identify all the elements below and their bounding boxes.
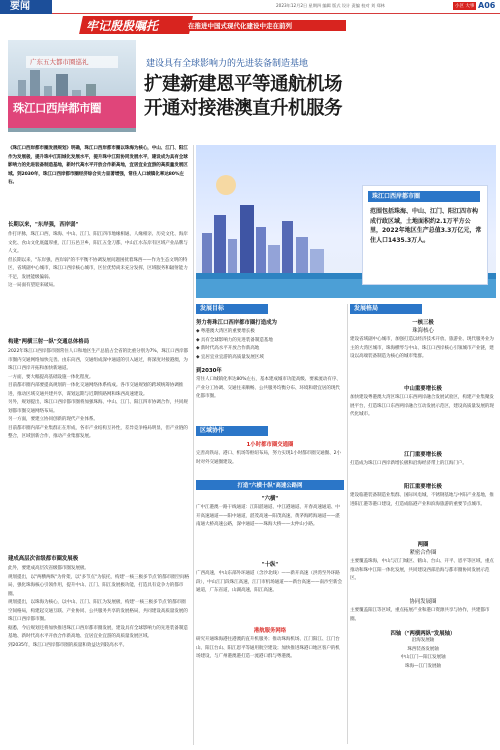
layout-p1-sub: 中山重要增长极 xyxy=(404,386,442,392)
para-pole: 此外，要建成高层次省级都市圈发展极。 规划提出，以"两横两纵"为骨架，以"多节点"为依托，构建'一核三极多节点'的都市圈空间格局，强化珠海核心引领作用，提升中山、江门、阳江发展极功能，打造具有竞争力的都市圈。 规划提出，以珠海为核心，以中山、江门、阳江为发展极，构建'一核三极多节点'的都市圈空间格局，构建起交通互联、产业协同、公共服务共享的发展格局，共同建设高质量发展的珠江口西岸都市圈。 据悉，今后规划还将加快推进珠江口西岸都市圈发展，建设具有全球影响力的先进装备制造基地、新时代高水平开放合作新高地、宜居宜业宜游的高质量发展区域。 到2035年，珠江口西岸都市圈的质量和效益达到较高水平。 xyxy=(8,566,190,648)
factbox-title: 珠江口西岸都市圈 xyxy=(368,191,480,202)
para-traffic: 2022年珠江口西岸都市圈常住人口和地区生产总值占全省的比重分别为7%，珠江口西岸都市圈内交通网络加快完善。由东向西，交通组成深中通道的引入通过，将深度对接港澳，为珠江口西岸开拓和加快新通道。 一方面，要大幅提高基础设施一体化程度。 目前都市圈内部要提高规划的一体化交通网络体系构成。各市交通规划的跨域统筹协调推进，推动区域交通共建共享，谋划远期与近期铁路网和珠西高速建设。 另外，规划提出，珠江口西岸都市圈将加强珠海、中山、江门、阳江四市协调合作，共同规划都市圈交通网络布局。 另一方面，要建立协同创新的现代产业体系。 目前都市圈内部产业集群正在形成，各市产业结构互补性，差异竞争格局明显，但产业链的整合，区域创新合作，推动产业集群发展。 xyxy=(8,349,189,439)
layout-p3-sub: 阳江重要增长极 xyxy=(404,484,442,490)
goal-bullet-text: 粤港澳大湾区的重要增长极 xyxy=(200,329,255,334)
banner-title: 牢记殷殷嘱托 xyxy=(86,19,159,33)
traffic-h6: "六横" xyxy=(261,496,279,502)
heading-long-term: 长期以来，"东岸强，西岸弱" xyxy=(8,222,79,228)
goal-bullet: ◆ 新时代高水平开放合作新高地 xyxy=(196,346,260,351)
hero xyxy=(0,40,500,135)
layout-coop-sub: 协同发展圈 xyxy=(409,599,437,605)
infographic-top xyxy=(196,145,496,298)
heading-traffic: 构建"两横三射一纵"交通总体格局 xyxy=(8,339,90,345)
goal-bullet-text: 具有全球影响力的先进装备制造基地 xyxy=(200,337,273,343)
hero-title-1: 扩建新建恩平等通航机场 xyxy=(144,74,343,95)
axis-item: 中山江门—阳江发展轴 xyxy=(400,655,446,660)
factbox-text: 范围包括珠海、中山、江门、阳江四市构成行政区域，土地面积约2.1万平方公里，2022年地区生产总值3.3万亿元，常住人口1435.3万人。 xyxy=(370,208,482,244)
layout-p2-sub: 江门重要增长极 xyxy=(404,452,442,458)
layout-coop-text: 主要覆盖阳江等区域，重点拓展产业和港口资源共享与协作，共建都市圈。 xyxy=(350,608,490,622)
axis-item: 沿海发展轴 xyxy=(411,638,435,643)
page-number: A06 xyxy=(478,1,496,10)
traffic-h6-text: 广中江港澳一路干线通道：江阳湛通道、中江港通道、开春高速通道、中开高速通道——阳中通道，湛茂高速—阳茂高速，黄茅海跨海通道——湛南通大桥高速公路，深中通道——珠海大桥——太仲山小路。 xyxy=(196,505,340,527)
traffic-ports-text: 研究开通珠海港往港澳的直升机服务；推动珠海机场、江门阳江、江门台山、阳江台山、阳江恩平等通用航空建设；加快推进珠港口地区客户的机场建设，与广州港澳港打造一流港口群与粤港澳。 xyxy=(196,637,340,659)
page-header xyxy=(0,0,500,14)
column-divider xyxy=(347,304,348,744)
lead-paragraph: 《珠江口西岸都市圈发展规划》明确，珠江口西岸都市圈以珠海为核心，中山、江门、阳江作为发展极，提升珠中江阳城化发展水平，提升珠中江阳协同发展水平，建设成为具有全球影响力的先进装备制造基地，新时代高水平开放合作新高地，宜居宜业宜游的高质量发展区域。到2030年，珠江口西岸都市圈经济综合实力显著增强，常住人口城镇化率达80%左右。 xyxy=(8,146,188,185)
goal-bullet: ◆ 宜居宜业宜游的高质量发展区域 xyxy=(196,354,264,360)
layout-belt-text: 主要覆盖珠海，中山与江门城区、鹤山、台山、开平、恩平等区域，重点推动和珠中江阳一体化发展，共同建设西部沿海与都市圈协同发展示范区。 xyxy=(350,559,494,581)
hero-logo-text: 珠江口西岸都市圈 xyxy=(13,101,101,115)
banner-subtitle: 在推进中国式现代化建设中走在前列 xyxy=(188,22,292,30)
traffic-ports-title: 港航服务网络 xyxy=(253,628,287,634)
traffic-circle-text: 完善高铁站、港口、机场等枢纽布局，努力实现1小时都市圈交通圈、2小时对外交通圈建设。 xyxy=(196,451,341,465)
hero-title-2: 开通对接港澳直升机服务 xyxy=(144,98,343,119)
city-label: 广东五大都市圈巡礼 xyxy=(30,58,89,66)
layout-p1-text: 加快建设粤港澳大湾区珠江口东西两岸融合发展试验区，构建产业集聚发展平台，打造珠江口东西两岸融合互动发展示范区，建设高质量发展的现代化城市。 xyxy=(350,395,494,417)
layout-core-sub: 珠海核心 xyxy=(412,328,434,334)
traffic-header: 区域协作 xyxy=(196,426,268,436)
goal-bullet-text: 新时代高水平开放合作新高地 xyxy=(200,346,260,351)
layout-p2-text: 打造成为珠江口西岸新增长极和沿海经济带上的江海门户。 xyxy=(350,461,467,466)
column-divider xyxy=(193,145,194,745)
lead-column xyxy=(8,145,190,745)
axis-item: 珠海—江门发展轴 xyxy=(405,663,441,669)
layout-belt-sub: 紧密合作圈 xyxy=(409,550,437,556)
goals-year: 到2030年 xyxy=(196,368,222,374)
layout-column xyxy=(350,304,496,744)
heading-pole: 建成高层次省级都市圈发展极 xyxy=(8,556,79,562)
goal-bullet: ◆ 粤港澳大湾区的重要增长极 xyxy=(196,329,255,334)
traffic-net-title: 打造"六横十纵"高速公路网 xyxy=(196,480,344,490)
axis-item: 珠西装备发展轴 xyxy=(407,646,439,652)
section-label: 要闻 xyxy=(10,1,30,12)
hero-subtitle: 建设具有全球影响力的先进装备制造基地 xyxy=(146,59,309,69)
layout-axis-title: 四轴（"两横两纵"发展轴） xyxy=(390,631,456,637)
goals-title: 努力将珠江口西岸都市圈打造成为 xyxy=(196,320,277,326)
layout-header: 发展格局 xyxy=(350,304,422,314)
layout-core-title: 一核三极 xyxy=(412,320,434,326)
tag-badge: 小区 大事 xyxy=(455,4,475,9)
goal-bullet-text: 宜居宜业宜游的高质量发展区域 xyxy=(200,354,264,360)
banner xyxy=(56,16,356,38)
goals-year-text: 常住人口城镇化率达80%左右，基本建成城市功能高级、要素流动有序、产业分工协调、交通往来顺畅、公共服务均衡分布、环境和谐宜居的现代化都市圈。 xyxy=(196,377,341,399)
traffic-h10-text: 广西高速，中山东部外环通道（含沙北线）——新开高速（洪湾至外环路段），中山江门段珠江高速，江门市机场通道——新台高速——南沙至新会通道，广东省道，山湖高速，阳江高速。 xyxy=(196,571,342,593)
layout-core-text: 建设省域副中心城市，加强打造以经济技术开放、旅游业、现代服务业为主的大湾区城市，珠海横琴与中山、珠江口西岸核心引领城市产业链，建设以高端装备制造为核心的城市集群。 xyxy=(350,337,494,359)
goals-column xyxy=(196,304,344,744)
layout-p3-text: 建设临港装备制造业集群、国际风电城，不锈钢基地与中阳产业基地，推进阳江港等港口建设，打造成临港产业和滨海旅游的重要节点城市。 xyxy=(350,493,494,507)
traffic-circle-title: 1小时都市圈交通圈 xyxy=(246,442,294,448)
goals-header: 发展目标 xyxy=(196,304,268,314)
para-long-term: 作打评脉，珠江口西，珠海、中山、江门、阳江四市地缘相通、人缘相亲、历史文化、海岸文化、食山文化底蕴厚重，江门五邑卫乡，阳江五金刀都，中山江水东岸有区域产业品牌与人文。 但长期以来，"东岸强，西岸弱"的不平衡不协调发展问题困扰着珠西——作为生态文明的特区，省域副中心城市，珠江口西岸核心城市，区位优势尚未充分发挥，区域服务和辐射能力不足，发展能级偏弱。 这一局面有望迎来破局。 xyxy=(8,232,188,288)
goal-bullet: ◆ 具有全球影响力的先进装备制造基地 xyxy=(196,337,273,343)
date-line: 2023年12月2日 星期四 编辑 版式 设计 责编 校对 刘 郑林 xyxy=(276,3,385,8)
layout-belt-title: 两圈 xyxy=(417,542,429,548)
traffic-h10: "十纵" xyxy=(261,562,279,568)
